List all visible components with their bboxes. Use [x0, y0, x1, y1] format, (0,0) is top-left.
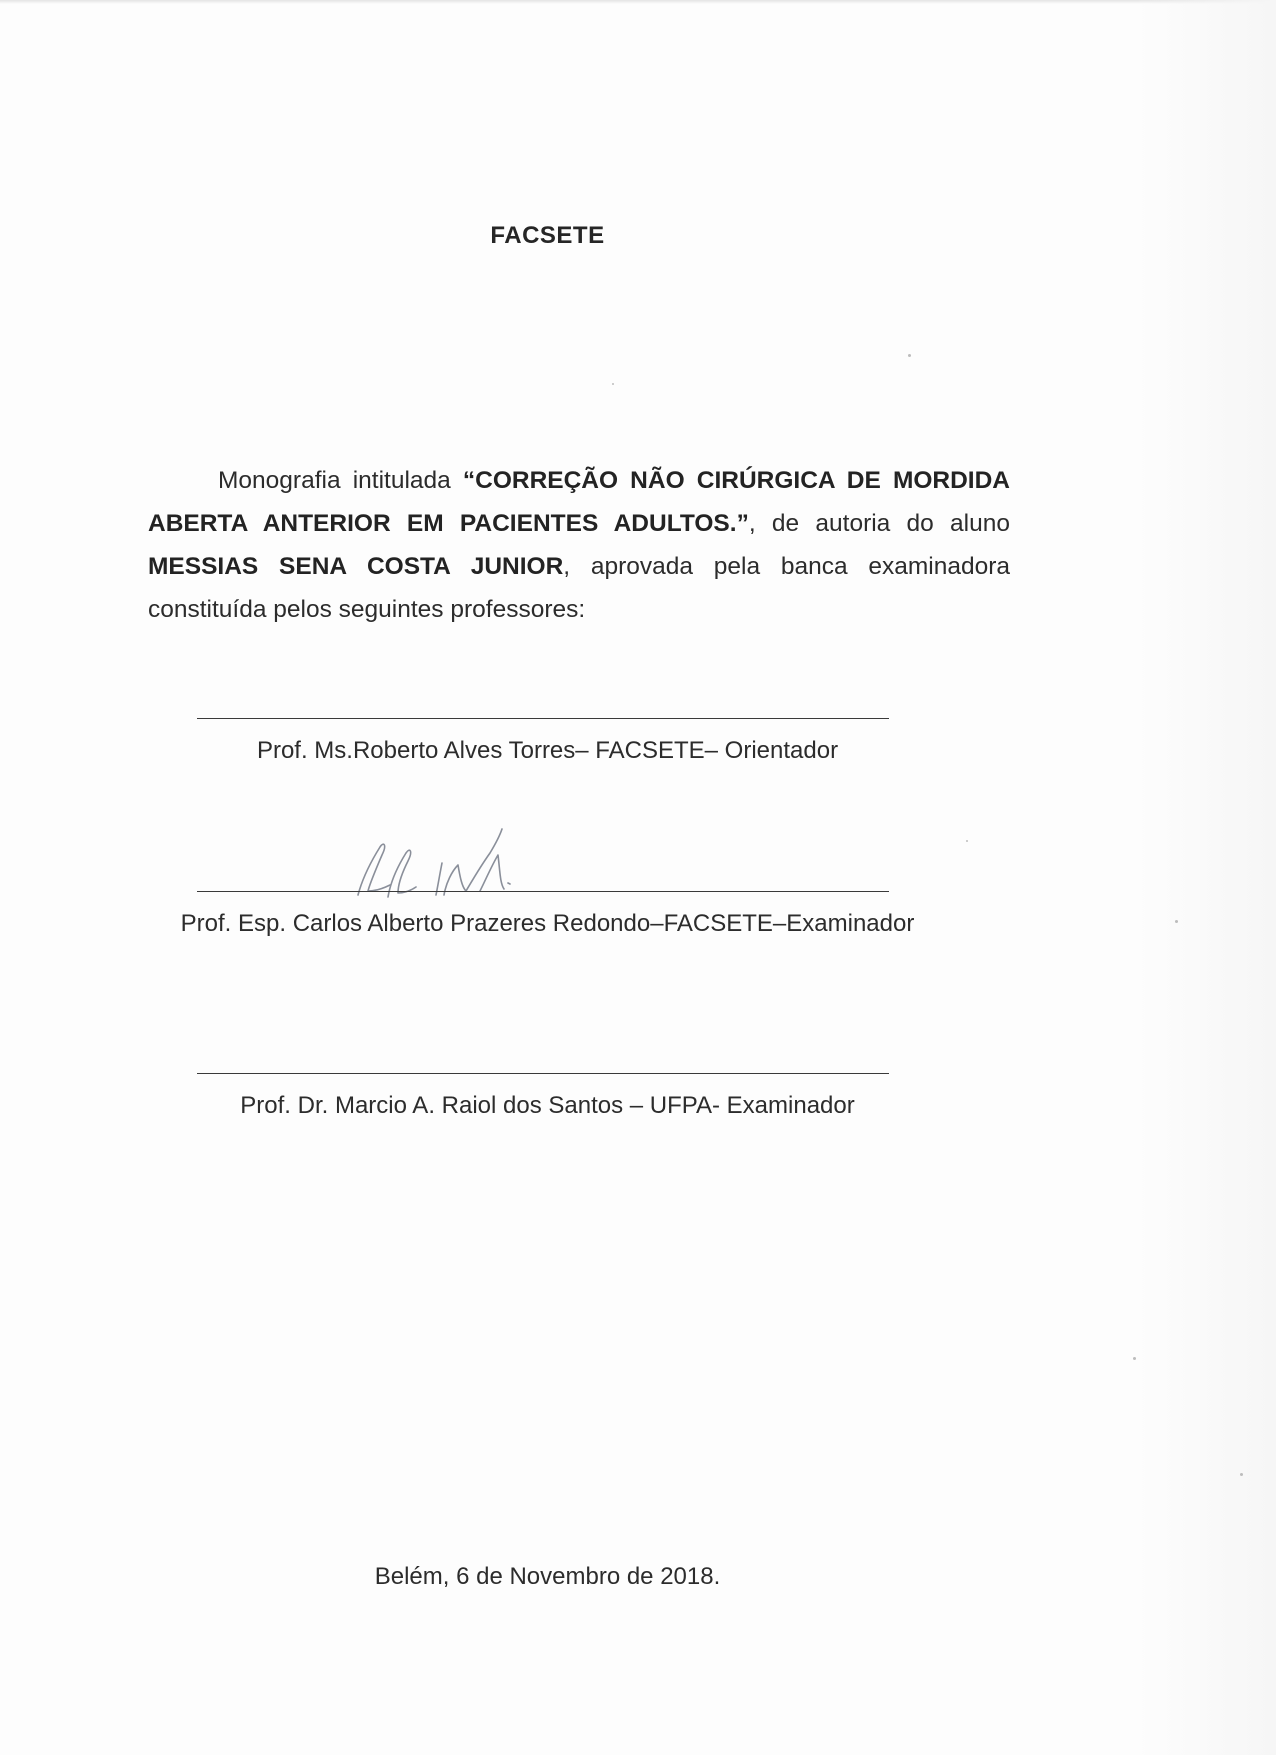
signature-line-examiner-1	[197, 891, 889, 892]
examiner-1-caption: Prof. Esp. Carlos Alberto Prazeres Redondo–FACSETE–Examinador	[180, 910, 915, 937]
monograph-title: “CORREÇÃO NÃO CIRÚRGICA DE MORDIDA ABERTA ANTERIOR EM PACIENTES ADULTOS.”	[148, 466, 1010, 537]
scan-speck	[966, 840, 968, 842]
approval-closing: , aprovada pela banca examinadora constituída pelos seguintes professores:	[148, 552, 1010, 623]
scan-speck	[1240, 1473, 1243, 1476]
institution-heading: FACSETE	[490, 222, 605, 249]
signature-line-examiner-2	[197, 1073, 889, 1074]
signature-line-advisor	[197, 718, 889, 719]
scan-speck	[612, 383, 614, 385]
place-and-date: Belém, 6 de Novembro de 2018.	[374, 1563, 721, 1590]
approval-paragraph	[148, 459, 1010, 631]
scan-speck	[1133, 1357, 1136, 1360]
examiner-2-caption: Prof. Dr. Marcio A. Raiol dos Santos – UFPA- Examinador	[240, 1092, 855, 1119]
scan-edge-shadow	[0, 0, 1276, 4]
scan-speck	[908, 354, 911, 357]
approval-intro: Monografia intitulada	[218, 466, 463, 494]
scan-speck	[1175, 920, 1178, 923]
advisor-caption: Prof. Ms.Roberto Alves Torres– FACSETE– Orientador	[256, 737, 839, 764]
student-name: MESSIAS SENA COSTA JUNIOR	[148, 552, 564, 580]
approval-authorship: , de autoria do aluno	[748, 509, 1010, 537]
scan-edge-shade	[1136, 0, 1276, 1755]
handwritten-signature	[340, 825, 540, 900]
